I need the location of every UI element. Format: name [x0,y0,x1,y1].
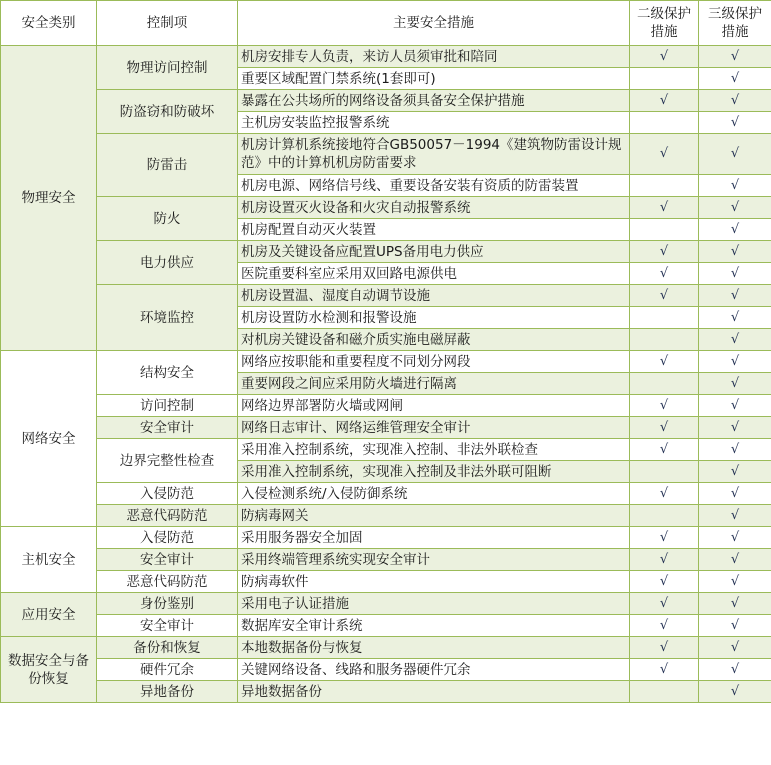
control-cell: 物理访问控制 [97,46,238,90]
level3-check: √ [699,307,771,329]
measure-cell: 防病毒软件 [238,571,630,593]
table-row [1,483,771,505]
table-row [1,285,771,307]
header-level3: 三级保护措施 [699,1,771,46]
level2-check [630,307,699,329]
table-row [1,593,771,615]
level3-check: √ [699,395,771,417]
level2-check [630,175,699,197]
measure-cell: 网络应按职能和重要程度不同划分网段 [238,351,630,373]
control-cell: 异地备份 [97,681,238,703]
level3-check: √ [699,549,771,571]
control-cell: 恶意代码防范 [97,571,238,593]
header-measure: 主要安全措施 [238,1,630,46]
table-row [1,615,771,637]
measure-cell: 机房设置防水检测和报警设施 [238,307,630,329]
category-cell: 物理安全 [1,46,97,351]
level3-check: √ [699,285,771,307]
table-row [1,241,771,263]
category-cell: 数据安全与备份恢复 [1,637,97,703]
measure-cell: 机房及关键设备应配置UPS备用电力供应 [238,241,630,263]
control-cell: 恶意代码防范 [97,505,238,527]
level2-check [630,461,699,483]
measure-cell: 异地数据备份 [238,681,630,703]
level2-check: √ [630,197,699,219]
control-cell: 备份和恢复 [97,637,238,659]
level3-check: √ [699,175,771,197]
level3-check: √ [699,90,771,112]
level3-check: √ [699,615,771,637]
level2-check: √ [630,483,699,505]
measure-cell: 采用终端管理系统实现安全审计 [238,549,630,571]
level2-check: √ [630,46,699,68]
table-row [1,527,771,549]
measure-cell: 入侵检测系统/入侵防御系统 [238,483,630,505]
level3-check: √ [699,593,771,615]
level3-check: √ [699,439,771,461]
level3-check: √ [699,46,771,68]
control-cell: 边界完整性检查 [97,439,238,483]
measure-cell: 主机房安装监控报警系统 [238,112,630,134]
level3-check: √ [699,505,771,527]
level3-check: √ [699,134,771,175]
measure-cell: 暴露在公共场所的网络设备须具备安全保护措施 [238,90,630,112]
header-level2: 二级保护措施 [630,1,699,46]
level2-check [630,112,699,134]
measure-cell: 机房安排专人负责，来访人员须审批和陪同 [238,46,630,68]
header-row [1,1,771,46]
level2-check: √ [630,285,699,307]
level2-check: √ [630,241,699,263]
measure-cell: 采用准入控制系统，实现准入控制、非法外联检查 [238,439,630,461]
measure-cell: 关键网络设备、线路和服务器硬件冗余 [238,659,630,681]
control-cell: 安全审计 [97,615,238,637]
control-cell: 结构安全 [97,351,238,395]
level3-check: √ [699,112,771,134]
measure-cell: 重要网段之间应采用防火墙进行隔离 [238,373,630,395]
control-cell: 环境监控 [97,285,238,351]
table-row [1,681,771,703]
level3-check: √ [699,659,771,681]
level3-check: √ [699,329,771,351]
level3-check: √ [699,197,771,219]
control-cell: 硬件冗余 [97,659,238,681]
level3-check: √ [699,351,771,373]
level3-check: √ [699,483,771,505]
measure-cell: 机房配置自动灭火装置 [238,219,630,241]
level2-check: √ [630,90,699,112]
level2-check: √ [630,439,699,461]
measure-cell: 机房设置温、湿度自动调节设施 [238,285,630,307]
table-row [1,659,771,681]
control-cell: 访问控制 [97,395,238,417]
level3-check: √ [699,681,771,703]
control-cell: 入侵防范 [97,483,238,505]
table-row [1,549,771,571]
level2-check [630,505,699,527]
level2-check: √ [630,527,699,549]
level2-check [630,373,699,395]
level2-check: √ [630,417,699,439]
level2-check: √ [630,615,699,637]
level2-check [630,219,699,241]
level2-check: √ [630,395,699,417]
measure-cell: 本地数据备份与恢复 [238,637,630,659]
category-cell: 主机安全 [1,527,97,593]
table-row [1,197,771,219]
level3-check: √ [699,417,771,439]
table-row [1,134,771,175]
level3-check: √ [699,68,771,90]
level3-check: √ [699,219,771,241]
level3-check: √ [699,461,771,483]
table-row [1,395,771,417]
level3-check: √ [699,571,771,593]
level2-check: √ [630,659,699,681]
level2-check: √ [630,593,699,615]
measure-cell: 数据库安全审计系统 [238,615,630,637]
level2-check [630,68,699,90]
control-cell: 防雷击 [97,134,238,197]
measure-cell: 防病毒网关 [238,505,630,527]
level2-check: √ [630,351,699,373]
level2-check: √ [630,263,699,285]
measure-cell: 对机房关键设备和磁介质实施电磁屏蔽 [238,329,630,351]
measure-cell: 采用准入控制系统，实现准入控制及非法外联可阻断 [238,461,630,483]
control-cell: 防火 [97,197,238,241]
level3-check: √ [699,637,771,659]
header-control: 控制项 [97,1,238,46]
measure-cell: 网络边界部署防火墙或网闸 [238,395,630,417]
table-row [1,505,771,527]
level3-check: √ [699,263,771,285]
measure-cell: 网络日志审计、网络运维管理安全审计 [238,417,630,439]
header-category: 安全类别 [1,1,97,46]
table-row [1,90,771,112]
level2-check: √ [630,637,699,659]
measure-cell: 机房计算机系统接地符合GB50057－1994《建筑物防雷设计规范》中的计算机机房防雷要求 [238,134,630,175]
table-body [1,46,771,703]
level3-check: √ [699,373,771,395]
control-cell: 安全审计 [97,417,238,439]
control-cell: 防盗窃和防破坏 [97,90,238,134]
level2-check [630,329,699,351]
level2-check: √ [630,134,699,175]
control-cell: 安全审计 [97,549,238,571]
measure-cell: 采用电子认证措施 [238,593,630,615]
measure-cell: 机房电源、网络信号线、重要设备安装有资质的防雷装置 [238,175,630,197]
table-row [1,439,771,461]
measure-cell: 医院重要科室应采用双回路电源供电 [238,263,630,285]
level2-check [630,681,699,703]
measure-cell: 机房设置灭火设备和火灾自动报警系统 [238,197,630,219]
table-row [1,351,771,373]
level3-check: √ [699,527,771,549]
category-cell: 应用安全 [1,593,97,637]
table-row [1,571,771,593]
table-row [1,417,771,439]
category-cell: 网络安全 [1,351,97,527]
control-cell: 入侵防范 [97,527,238,549]
level3-check: √ [699,241,771,263]
measure-cell: 重要区域配置门禁系统(1套即可) [238,68,630,90]
control-cell: 电力供应 [97,241,238,285]
table-row [1,637,771,659]
level2-check: √ [630,549,699,571]
level2-check: √ [630,571,699,593]
table-row [1,46,771,68]
control-cell: 身份鉴别 [97,593,238,615]
measure-cell: 采用服务器安全加固 [238,527,630,549]
